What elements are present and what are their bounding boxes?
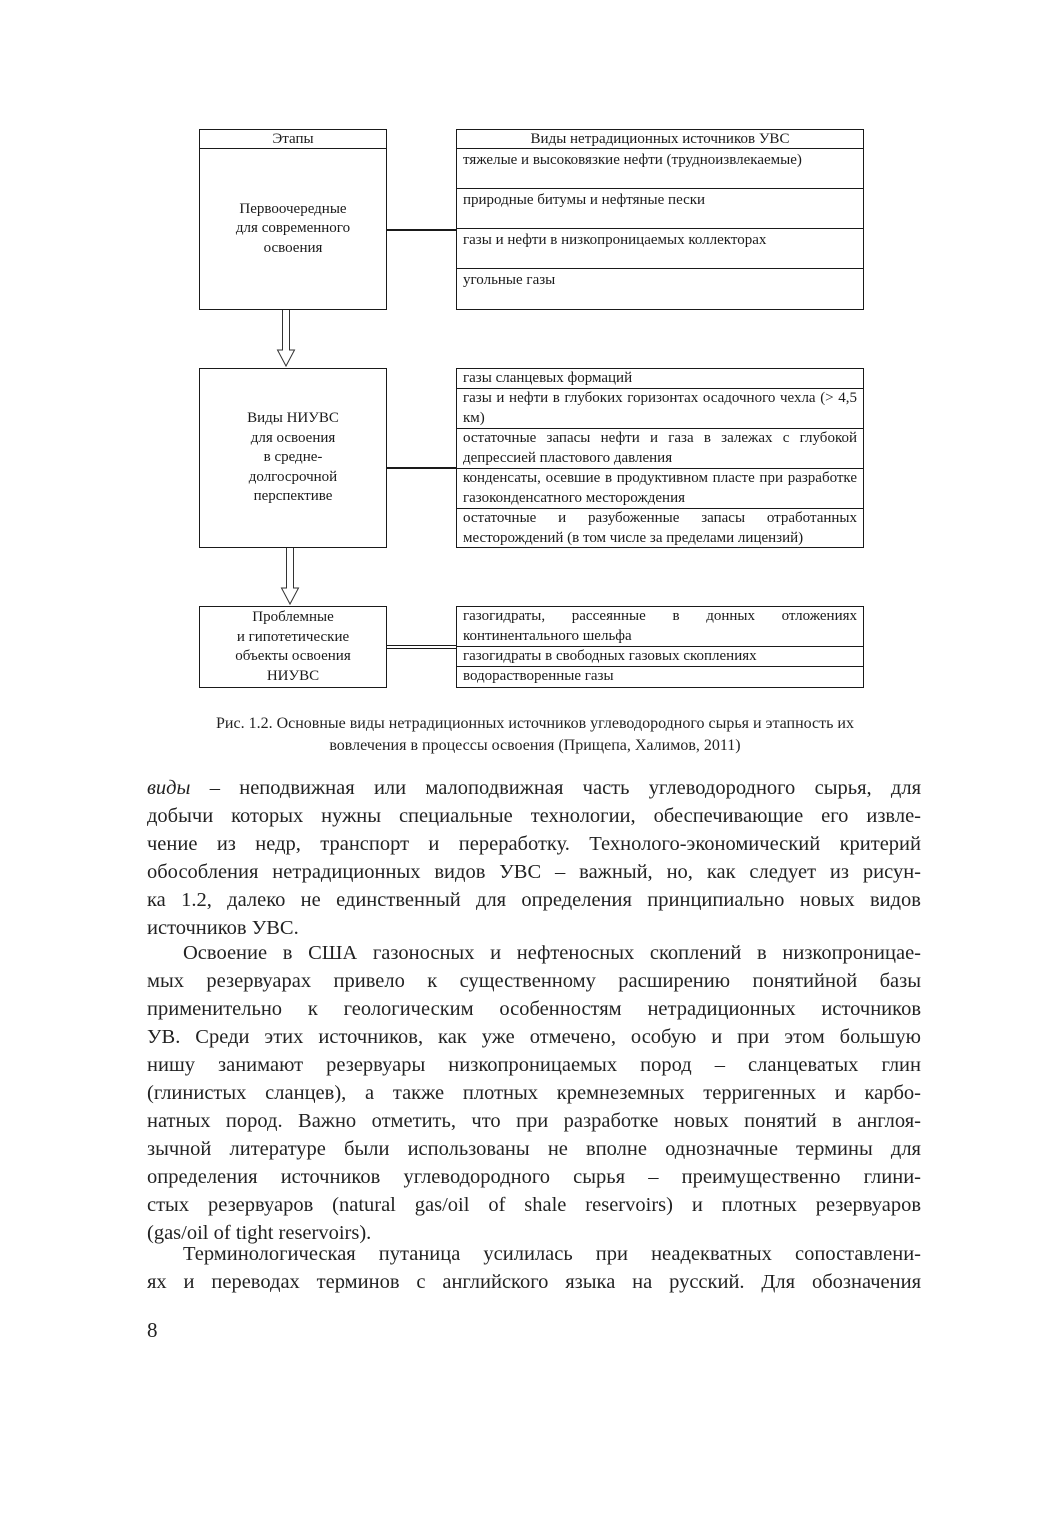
text-line: добычи которых нужны специальные технологии, обеспечивающие его извле-	[147, 805, 921, 827]
text-line: (глинистых сланцев), а также плотных кремнеземных терригенных и карбо-	[147, 1082, 921, 1104]
stage-1-label-line: Первоочередные	[239, 200, 347, 217]
types-group-1	[456, 129, 864, 310]
text-line: нишу занимают резервуары низкопроницаемых пород – сланцеватых глин	[147, 1054, 921, 1076]
types-group-3	[456, 606, 864, 688]
stage-2-box	[199, 368, 387, 548]
stage-2-label-line: в средне-	[263, 449, 323, 466]
text-line: зычной литературе были использованы не вполне однозначные термины для	[147, 1138, 921, 1160]
text-line: натных пород. Важно отметить, что при разработке новых понятий в англоя-	[147, 1110, 921, 1132]
paragraph-3	[147, 1240, 921, 1296]
types-group-2	[456, 368, 864, 548]
stages-header: Этапы	[200, 130, 386, 149]
type-item: угольные газы	[463, 272, 556, 288]
stage-3-label-line: объекты освоения	[235, 648, 351, 664]
text-line: источников УВС.	[147, 917, 299, 939]
stage-2-label-line: Виды НИУВС	[247, 410, 339, 427]
text-line: чение из недр, транспорт и переработку. Технолого-экономический критерий	[147, 833, 921, 855]
text-line: применительно к геологическим особенностям нетрадиционных источников	[147, 998, 921, 1020]
text-line: Освоение в США газоносных и нефтеносных скоплений в низкопроницае-	[183, 942, 921, 964]
text-line: мых резервуарах привело к существенному расширению понятийной базы	[147, 970, 921, 992]
stage-3-label-line: НИУВС	[266, 667, 320, 684]
arrow-down-icon	[276, 310, 296, 368]
type-item: газы и нефти в низкопроницаемых коллекторах	[457, 229, 863, 269]
type-item: остаточные запасы нефти и газа в залежах с глубокой депрессией пластового давления	[457, 429, 863, 469]
type-item: остаточные и разубоженные запасы отработанных месторождений (в том числе за пределами лицензий)	[463, 510, 857, 546]
stage-2-label-line: перспективе	[253, 488, 333, 505]
type-item: конденсаты, осевшие в продуктивном пласте при разработке газоконденсатного месторождения	[457, 469, 863, 509]
text-line: Терминологическая путаница усилилась при неадекватных сопоставлени-	[183, 1243, 921, 1265]
stage-3-label-line: Проблемные	[252, 609, 334, 625]
type-item: тяжелые и высоковязкие нефти (трудноизвлекаемые)	[457, 149, 863, 189]
text-line: стых резервуаров (natural gas/oil of shale reservoirs) и плотных резервуаров	[147, 1194, 921, 1216]
connector-3	[387, 645, 456, 649]
arrow-down-icon	[280, 548, 300, 606]
text-line: – неподвижная или малоподвижная часть углеводородного сырья, для	[190, 777, 921, 799]
text-line: ка 1.2, далеко не единственный для определения принципиально новых видов	[147, 889, 921, 911]
figure	[0, 0, 1058, 700]
stage-1-label-line: освоения	[263, 239, 323, 256]
caption-line: Рис. 1.2. Основные виды нетрадиционных источников углеводородного сырья и этапность их	[216, 715, 854, 732]
text-line: ях и переводах терминов с английского языка на русский. Для обозначения	[147, 1271, 921, 1293]
page-number: 8	[147, 1318, 158, 1342]
stage-1-label	[200, 149, 386, 309]
stage-1-label-line: для современного	[235, 220, 351, 237]
text-line: (gas/oil of tight reservoirs).	[147, 1222, 372, 1244]
text-line: обособления нетрадиционных видов УВС – важный, но, как следует из рисун-	[147, 861, 921, 883]
type-item: газы и нефти в глубоких горизонтах осадочного чехла (> 4,5 км)	[457, 389, 863, 429]
type-item: водорастворенные газы	[463, 668, 614, 684]
stage-3-box	[199, 606, 387, 688]
figure-caption	[130, 713, 940, 757]
text-line: определения источников углеводородного сырья – преимущественно глини-	[147, 1166, 921, 1188]
stage-2-label-line: долгосрочной	[248, 468, 338, 485]
stage-1-box	[199, 129, 387, 310]
paragraph-2	[147, 939, 921, 1247]
type-item: газогидраты, рассеянные в донных отложениях континентального шельфа	[457, 607, 863, 647]
caption-line: вовлечения в процессы освоения (Прищепа, Халимов, 2011)	[329, 737, 741, 754]
stage-2-label-line: для освоения	[250, 429, 336, 446]
type-item: газы сланцевых формаций	[457, 369, 863, 389]
connector-1	[387, 229, 456, 231]
italic-term: виды	[147, 777, 191, 799]
stage-3-label-line: и гипотетические	[236, 628, 350, 645]
type-item: газогидраты в свободных газовых скоплениях	[457, 647, 863, 667]
paragraph-1	[147, 774, 921, 942]
types-header: Виды нетрадиционных источников УВС	[457, 130, 863, 149]
connector-2	[387, 467, 456, 469]
text-line: УВ. Среди этих источников, как уже отмечено, особую и при этом большую	[147, 1026, 921, 1048]
type-item: природные битумы и нефтяные пески	[457, 189, 863, 229]
